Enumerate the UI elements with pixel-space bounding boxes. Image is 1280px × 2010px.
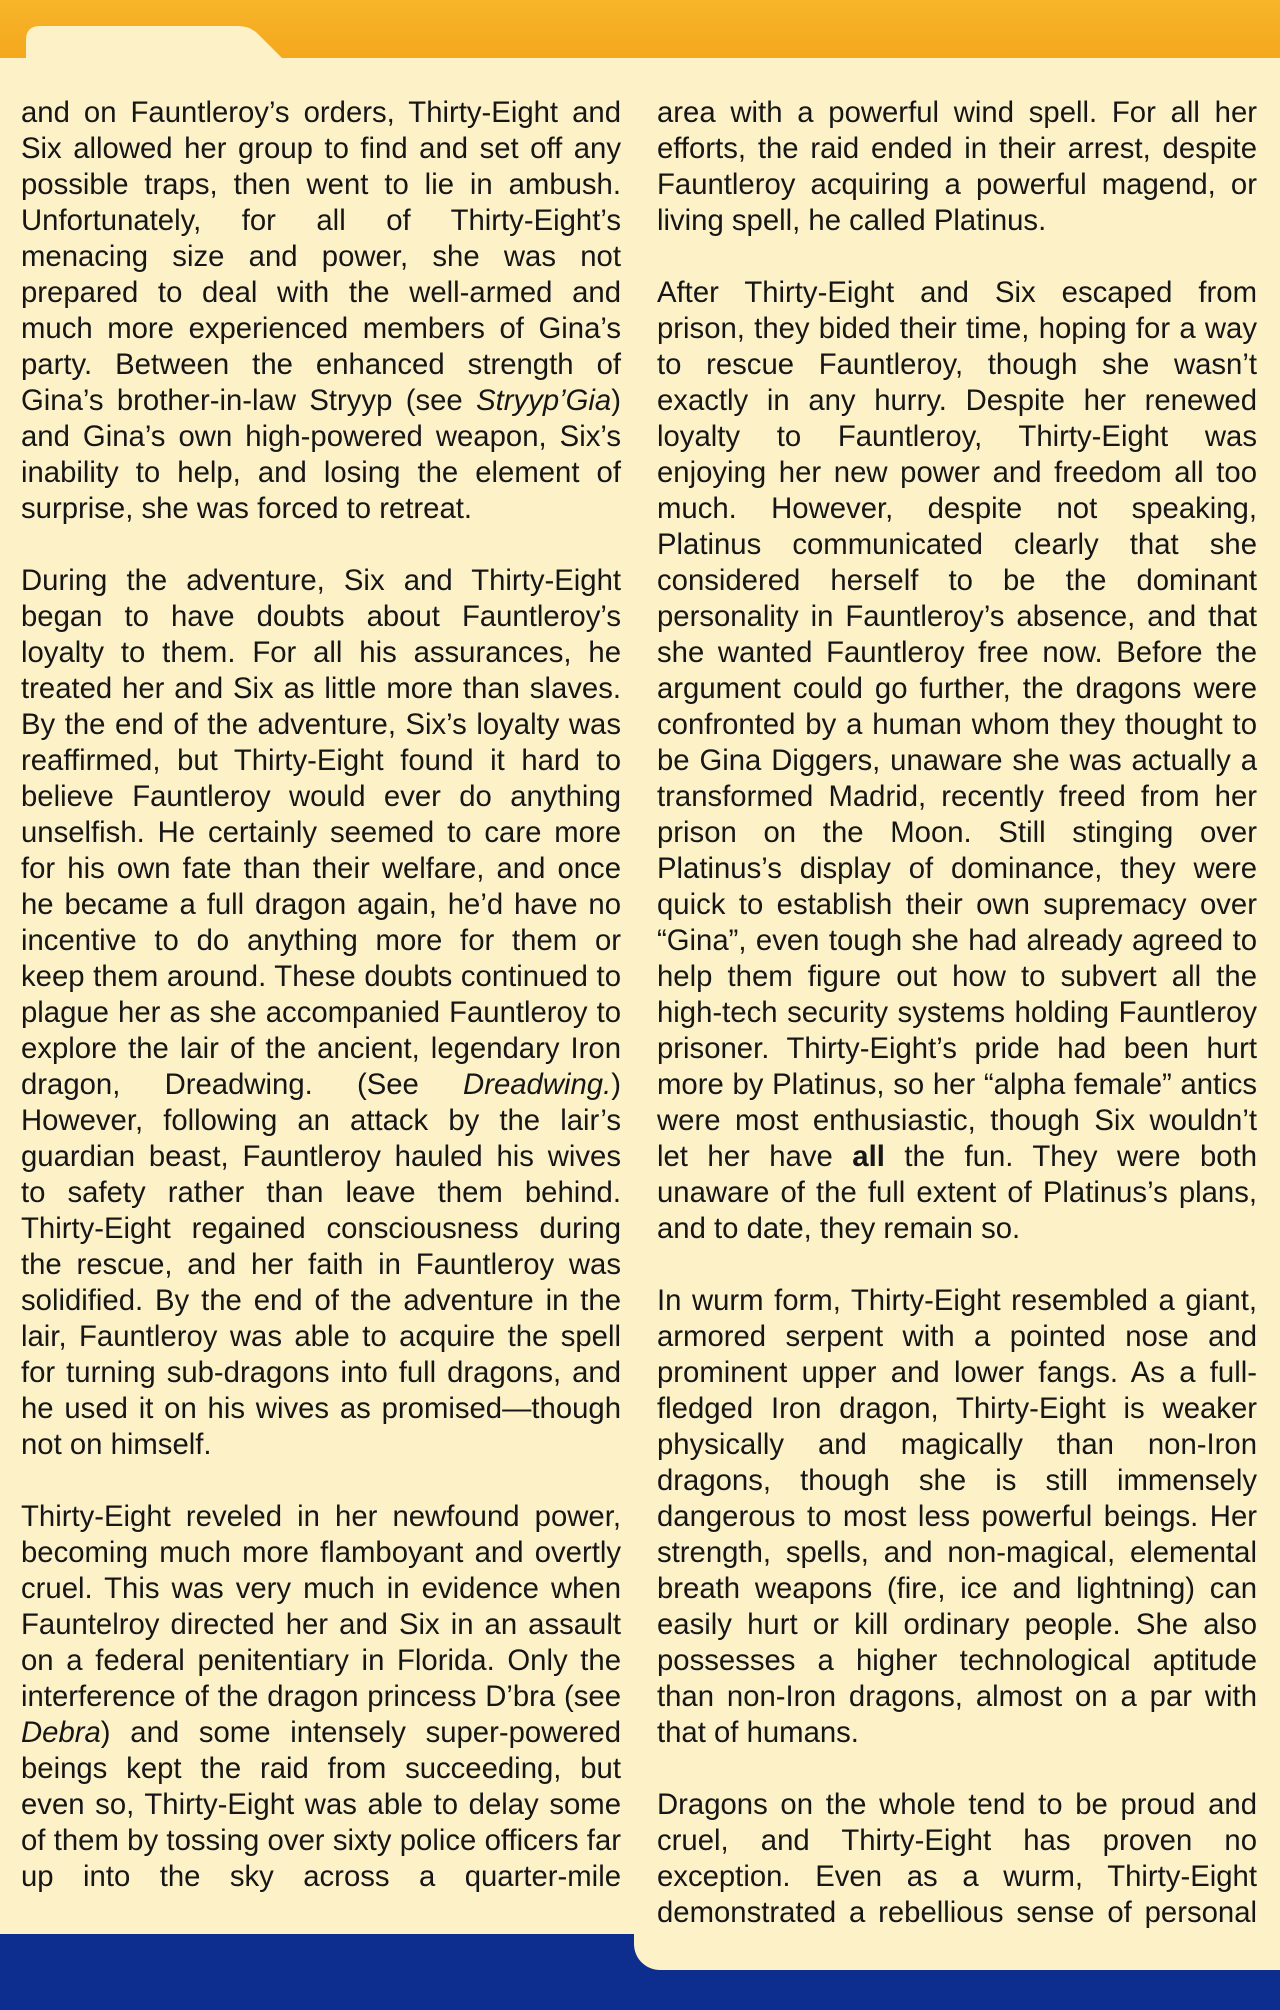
left-text-column [21, 95, 621, 1931]
emphasis-bold: all [852, 1140, 885, 1173]
paragraph: and on Fauntleroy’s orders, Thirty-Eight and Six allowed her group to find and set off any possible traps, then went to lie in ambush. Unfortunately, for all of Thirty-Eight’s menacing size and power, she was not prepared to deal with the well-armed and much more experienced members of Gina’s party. Between the enhanced strength of Gina’s brother-in-law Stryyp (see Stryyp’Gia) and Gina’s own high-powered weapon, Six’s inability to help, and losing the element of surprise, she was forced to retreat. [21, 96, 621, 525]
paragraph: After Thirty-Eight and Six escaped from prison, they bided their time, hoping for a way to rescue Fauntleroy, though she wasn’t exactly in any hurry. Despite her renewed loyalty to Fauntleroy, Thirty-Eight was enjoying her new power and freedom all too much. However, despite not speaking, Platinus communicated clearly that she considered herself to be the dominant personality in Fauntleroy’s absence, and that she wanted Fauntleroy free now. Before the argument could go further, the dragons were confronted by a human whom they thought to be Gina Diggers, unaware she was actually a transformed Madrid, recently freed from her prison on the Moon. Still stinging over Platinus’s display of dominance, they were quick to establish their own supremacy over “Gina”, even tough she had already agreed to help them figure out how to subvert all the high-tech security systems holding Fauntleroy prisoner. Thirty-Eight’s pride had been hurt more by Platinus, so her “alpha female” antics were most enthusiastic, though Six wouldn’t let her have all the fun. They were both unaware of the full extent of Platinus’s plans, and to date, they remain so. [657, 276, 1258, 1245]
folder-tab-bottom [634, 1934, 1280, 1970]
paragraph: Dragons on the whole tend to be proud and cruel, and Thirty-Eight has proven no exception. Even as a wurm, Thirty-Eight demonstrated a rebellious sense of personal [657, 1788, 1257, 1929]
right-text-column [657, 95, 1257, 2003]
paragraph: area with a powerful wind spell. For all her efforts, the raid ended in their arrest, despite Fauntleroy acquiring a powerful magend, or living spell, he called Platinus. [657, 96, 1257, 237]
cross-reference: Dreadwing. [463, 1068, 612, 1101]
paragraph: During the adventure, Six and Thirty-Eight began to have doubts about Fauntleroy’s loyalty to them. For all his assurances, he treated her and Six as little more than slaves. By the end of the adventure, Six’s loyalty was reaffirmed, but Thirty-Eight found it hard to believe Fauntleroy would ever do anything unselfish. He certainly seemed to care more for his own fate than their welfare, and once he became a full dragon again, he’d have no incentive to do anything more for them or keep them around. These doubts continued to plague her as she accompanied Fauntleroy to explore the lair of the ancient, legendary Iron dragon, Dreadwing. (See Dreadwing.) However, following an attack by the lair’s guardian beast, Fauntleroy hauled his wives to safety rather than leave them behind. Thirty-Eight regained consciousness during the rescue, and her faith in Fauntleroy was solidified. By the end of the adventure in the lair, Fauntleroy was able to acquire the spell for turning sub-dragons into full dragons, and he used it on his wives as promised—though not on himself. [21, 564, 621, 1461]
paragraph: Thirty-Eight reveled in her newfound power, becoming much more flamboyant and overtly cruel. This was very much in evidence when Fauntelroy directed her and Six in an assault on a federal penitentiary in Florida. Only the interference of the dragon princess D’bra (see Debra) and some intensely super-powered beings kept the raid from succeeding, but even so, Thirty-Eight was able to delay some of them by tossing over sixty police officers far up into the sky across a quarter-mile [21, 1500, 621, 1893]
cross-reference: Debra [21, 1716, 101, 1749]
paragraph: In wurm form, Thirty-Eight resembled a giant, armored serpent with a pointed nose and prominent upper and lower fangs. As a full-fledged Iron dragon, Thirty-Eight is weaker physically and magically than non-Iron dragons, though she is still immensely dangerous to most less powerful beings. Her strength, spells, and non-magical, elemental breath weapons (fire, ice and lightning) can easily hurt or kill ordinary people. She also possesses a higher technological aptitude than non-Iron dragons, almost on a par with that of humans. [657, 1284, 1257, 1749]
cross-reference: Stryyp’Gia [476, 384, 612, 417]
